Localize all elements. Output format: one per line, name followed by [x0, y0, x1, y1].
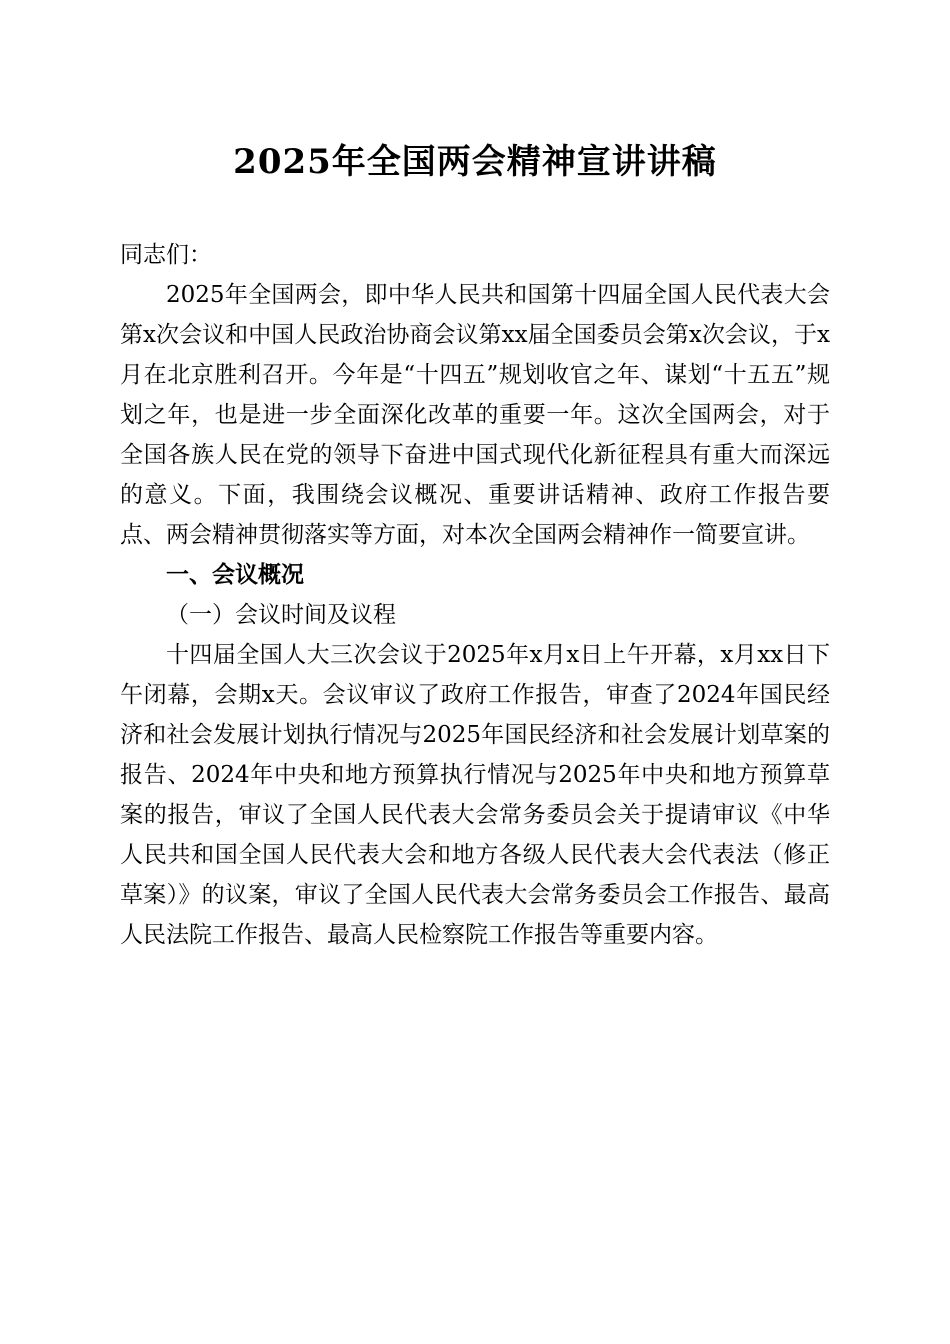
document-body	[120, 235, 830, 955]
salutation: 同志们：	[120, 242, 212, 268]
paragraph-meeting-agenda: 十四届全国人大三次会议于2025年x月x日上午开幕，x月xx日下午闭幕，会期x天。会议审议了政府工作报告，审查了2024年国民经济和社会发展计划执行情况与2025年国民经济和社会发展计划草案的报告、2024年中央和地方预算执行情况与2025年中央和地方预算草案的报告，审议了全国人民代表大会常务委员会关于提请审议《中华人民共和国全国人民代表大会和地方各级人民代表大会代表法（修正草案）》的议案，审议了全国人民代表大会常务委员会工作报告、最高人民法院工作报告、最高人民检察院工作报告等重要内容。	[120, 642, 830, 948]
section-heading: 一、会议概况	[166, 562, 304, 588]
paragraph-intro: 2025年全国两会，即中华人民共和国第十四届全国人民代表大会第x次会议和中国人民政治协商会议第xx届全国委员会第x次会议，于x月在北京胜利召开。今年是“十四五”规划收官之年、谋划“十五五”规划之年，也是进一步全面深化改革的重要一年。这次全国两会，对于全国各族人民在党的领导下奋进中国式现代化新征程具有重大而深远的意义。下面，我围绕会议概况、重要讲话精神、政府工作报告要点、两会精神贯彻落实等方面，对本次全国两会精神作一简要宣讲。	[120, 282, 830, 548]
document-title: 2025年全国两会精神宣讲讲稿	[233, 142, 717, 182]
subsection-heading: （一）会议时间及议程	[166, 602, 396, 628]
